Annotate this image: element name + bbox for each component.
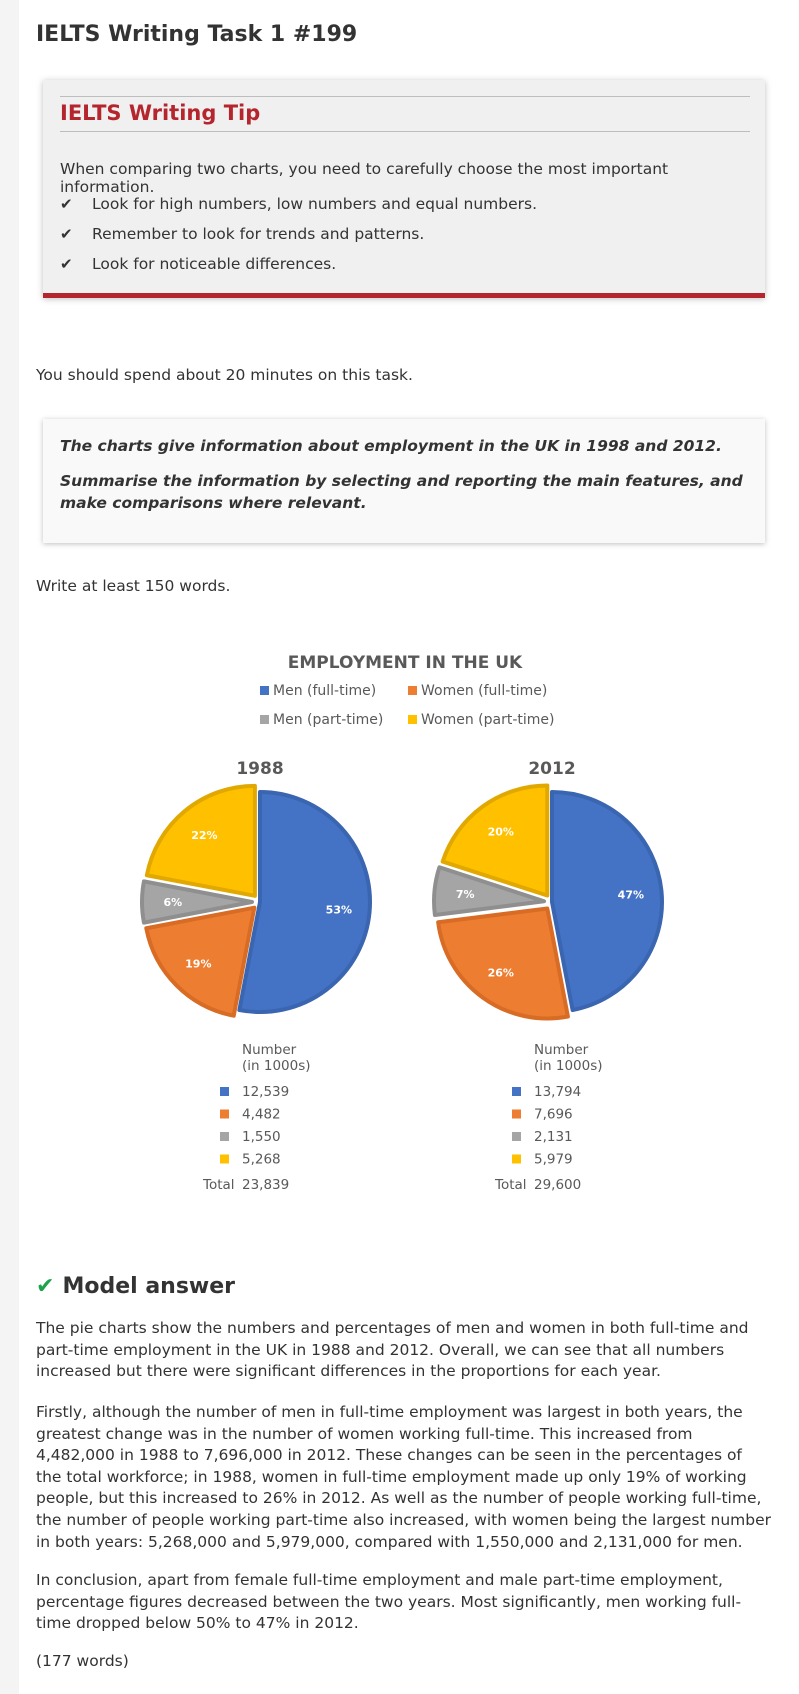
task-prompt-box — [43, 419, 765, 543]
chart-title: EMPLOYMENT IN THE UK — [287, 653, 523, 673]
table-value: 2,131 — [534, 1129, 573, 1145]
total-label: Total — [203, 1177, 235, 1193]
table-swatch — [220, 1087, 229, 1096]
tip-item — [60, 255, 537, 285]
tip-intro: When comparing two charts, you need to carefully choose the most important information. — [60, 160, 669, 196]
answer-paragraph: The pie charts show the numbers and percentages of men and women in both full-time and part-time employment in the UK in 1988 and 2012. Overall, we can see that all numbers increased but there were significant differences in the proportions for each year. — [36, 1319, 749, 1381]
data-label: 6% — [163, 896, 183, 909]
table-value: 1,550 — [242, 1129, 281, 1145]
table-header-units: (in 1000s) — [534, 1058, 603, 1074]
legend-swatch — [260, 715, 269, 724]
tip-divider-top — [60, 96, 750, 97]
answer-paragraph: Firstly, although the number of men in full-time employment was largest in both years, the greatest change was in the number of women working full-time. This increased from 4,482,000 in 1988 to 7,696,000 in 2012. These changes can be seen in the percentages of the total workforce; in 1988, women in full-time employment made up only 19% of working people, but this increased to 26% in 2012. As well as the number of people working full-time, the number of people working part-time also increased, with women being the largest number in both years: 5,268,000 and 5,979,000, compared with 1,550,000 and 2,131,000 for men. — [36, 1403, 772, 1551]
table-header-units: (in 1000s) — [242, 1058, 311, 1074]
pie-slice — [438, 908, 568, 1018]
model-answer-title: Model answer — [62, 1274, 236, 1299]
table-header: Number — [534, 1042, 589, 1058]
table-value: 7,696 — [534, 1106, 573, 1123]
data-label: 20% — [487, 825, 514, 839]
tip-item — [60, 225, 537, 255]
data-label: 19% — [185, 957, 212, 971]
table-swatch — [512, 1132, 521, 1141]
legend-swatch — [260, 686, 269, 695]
table-swatch — [512, 1087, 521, 1096]
tip-list — [60, 195, 537, 285]
tip-divider-bottom — [60, 131, 750, 132]
legend-swatch — [408, 686, 417, 695]
tip-item-text: Look for high numbers, low numbers and equal numbers. — [92, 195, 538, 213]
left-margin-strip — [0, 0, 19, 1694]
legend-label: Women (part-time) — [421, 712, 555, 728]
table-swatch — [220, 1155, 229, 1164]
total-value: 29,600 — [534, 1177, 582, 1193]
employment-chart-figure — [36, 640, 766, 1200]
table-value: 4,482 — [242, 1106, 281, 1123]
word-count-instruction: Write at least 150 words. — [36, 577, 231, 595]
table-value: 13,794 — [534, 1084, 582, 1100]
check-icon: ✔ — [36, 1274, 55, 1299]
tip-title: IELTS Writing Tip — [60, 101, 261, 125]
table-value: 5,268 — [242, 1151, 281, 1168]
table-swatch — [220, 1132, 229, 1141]
task-line-1: The charts give information about employment in the UK in 1998 and 2012. — [60, 437, 722, 455]
table-header: Number — [242, 1042, 297, 1058]
legend-label: Men (full-time) — [273, 683, 377, 699]
table-swatch — [512, 1110, 521, 1119]
data-label: 22% — [191, 828, 218, 842]
answer-paragraph: In conclusion, apart from female full-time employment and male part-time employment, percentage figures decreased between the two years. Most significantly, men working full-time dropped below 50% to 47% in 2012. — [36, 1571, 742, 1633]
data-label: 7% — [455, 887, 475, 901]
check-icon: ✔ — [60, 255, 73, 273]
table-value: 5,979 — [534, 1151, 573, 1168]
model-answer-heading — [36, 1274, 235, 1299]
data-label: 47% — [617, 888, 645, 902]
writing-tip-box — [43, 80, 765, 298]
data-label: 26% — [487, 966, 514, 980]
table-value: 12,539 — [242, 1084, 290, 1100]
tip-item-text: Remember to look for trends and patterns. — [92, 225, 425, 243]
tip-item — [60, 195, 537, 225]
tip-item-text: Look for noticeable differences. — [92, 255, 337, 273]
data-label: 53% — [325, 903, 353, 917]
pie-title: 2012 — [528, 759, 576, 779]
total-label: Total — [495, 1177, 527, 1193]
table-swatch — [220, 1110, 229, 1119]
check-icon: ✔ — [60, 225, 73, 243]
legend-label: Women (full-time) — [421, 683, 548, 699]
table-swatch — [512, 1155, 521, 1164]
answer-word-count: (177 words) — [36, 1652, 129, 1670]
employment-pie-charts — [36, 640, 766, 1200]
check-icon: ✔ — [60, 195, 73, 213]
legend-swatch — [408, 715, 417, 724]
pie-title: 1988 — [236, 759, 284, 779]
total-value: 23,839 — [242, 1177, 290, 1193]
task-line-2: Summarise the information by selecting and reporting the main features, and make comparisons where relevant. — [60, 472, 743, 512]
pie-slice — [552, 792, 662, 1010]
pie-slice — [239, 792, 370, 1012]
time-instruction: You should spend about 20 minutes on this task. — [36, 366, 413, 384]
page-title: IELTS Writing Task 1 #199 — [36, 22, 358, 47]
legend-label: Men (part-time) — [273, 712, 384, 728]
